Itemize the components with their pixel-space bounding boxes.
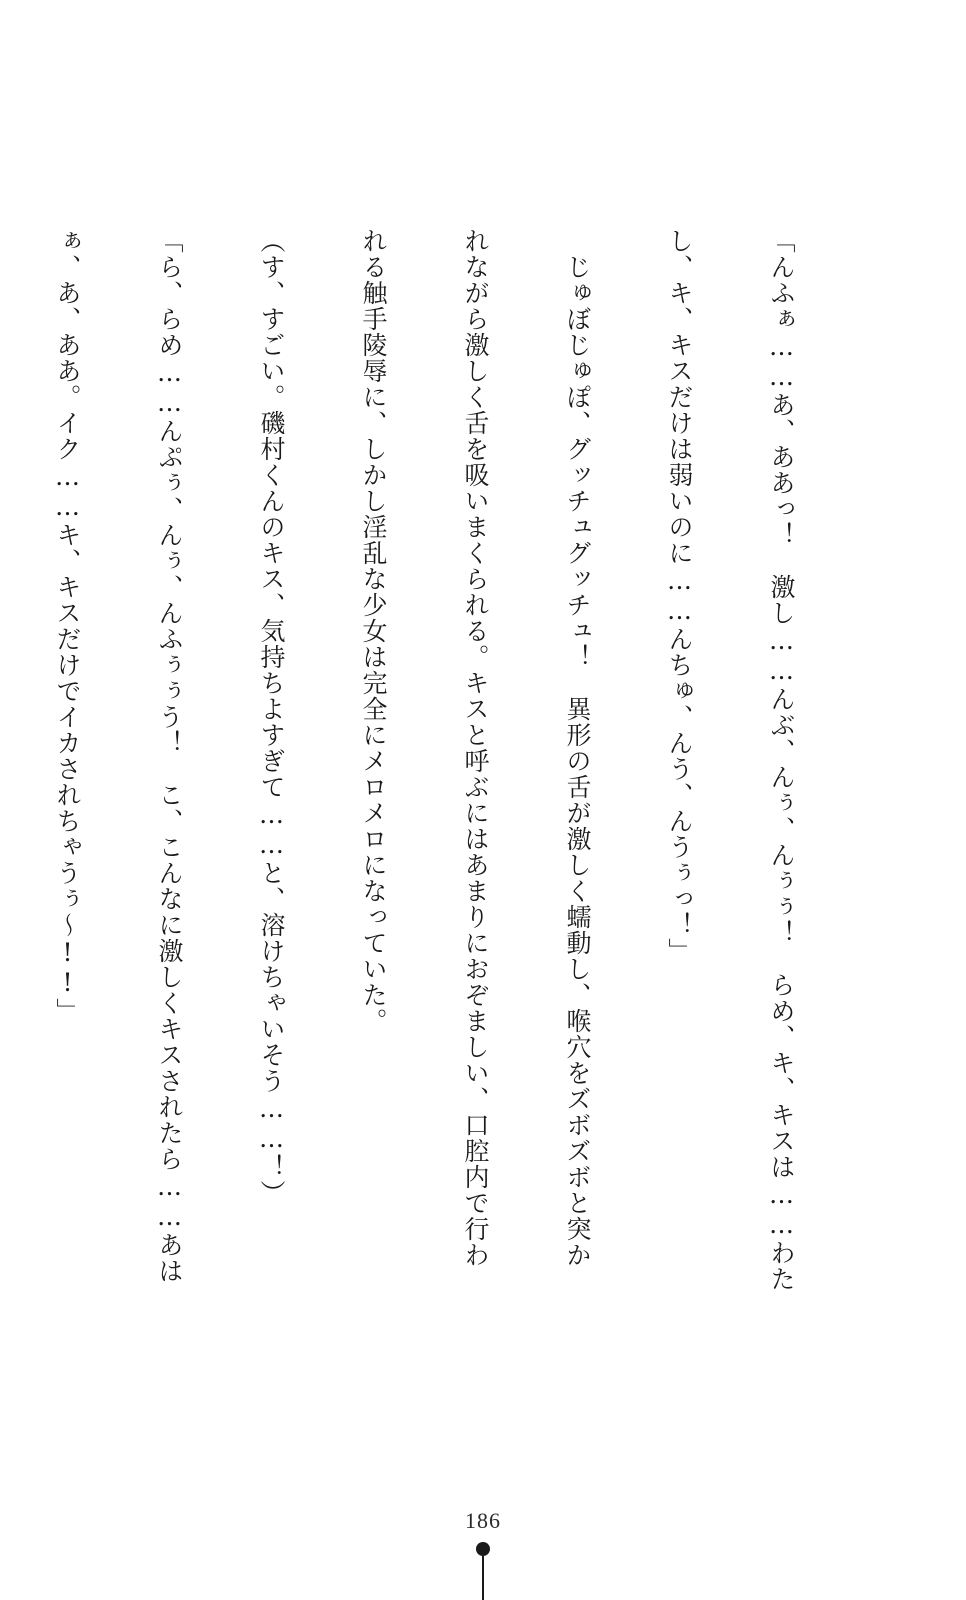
text-line: （す、すごい。磯村くんのキス、気持ちよすぎて……と、溶けちゃいそう……！） xyxy=(257,228,286,1206)
text-line: れながら激しく舌を吸いまくられる。キスと呼ぶにはあまりにおぞましい、口腔内で行わ xyxy=(461,228,490,1268)
text-line: 「んふぁ……あ、ああっ！ 激し……んぶ、んぅ、んぅぅ！ らめ、キ、キスは……わた xyxy=(767,228,796,1292)
page-number: 186 xyxy=(465,1508,501,1533)
text-line: し、キ、キスだけは弱いのに……んちゅ、んう、んうぅっ！」 xyxy=(665,228,694,964)
text-line: れる触手陵辱に、しかし淫乱な少女は完全にメロメロになっていた。 xyxy=(359,228,388,1034)
text-line: じゅぼじゅぽ、グッチュグッチュ！ 異形の舌が激しく蠕動し、喉穴をズボズボと突か xyxy=(563,228,592,1268)
page-marker-dot xyxy=(476,1542,490,1556)
page-marker-line xyxy=(482,1556,484,1600)
text-line: 「ら、らめ……んぷぅ、んぅ、んふぅぅう！ こ、こんなに激しくキスされたら……あは xyxy=(155,228,184,1284)
text-line: ぁ、あ、ああ。イク……キ、キスだけでイカされちゃうぅ〜!!」 xyxy=(53,228,82,1024)
body-text xyxy=(0,228,866,1308)
